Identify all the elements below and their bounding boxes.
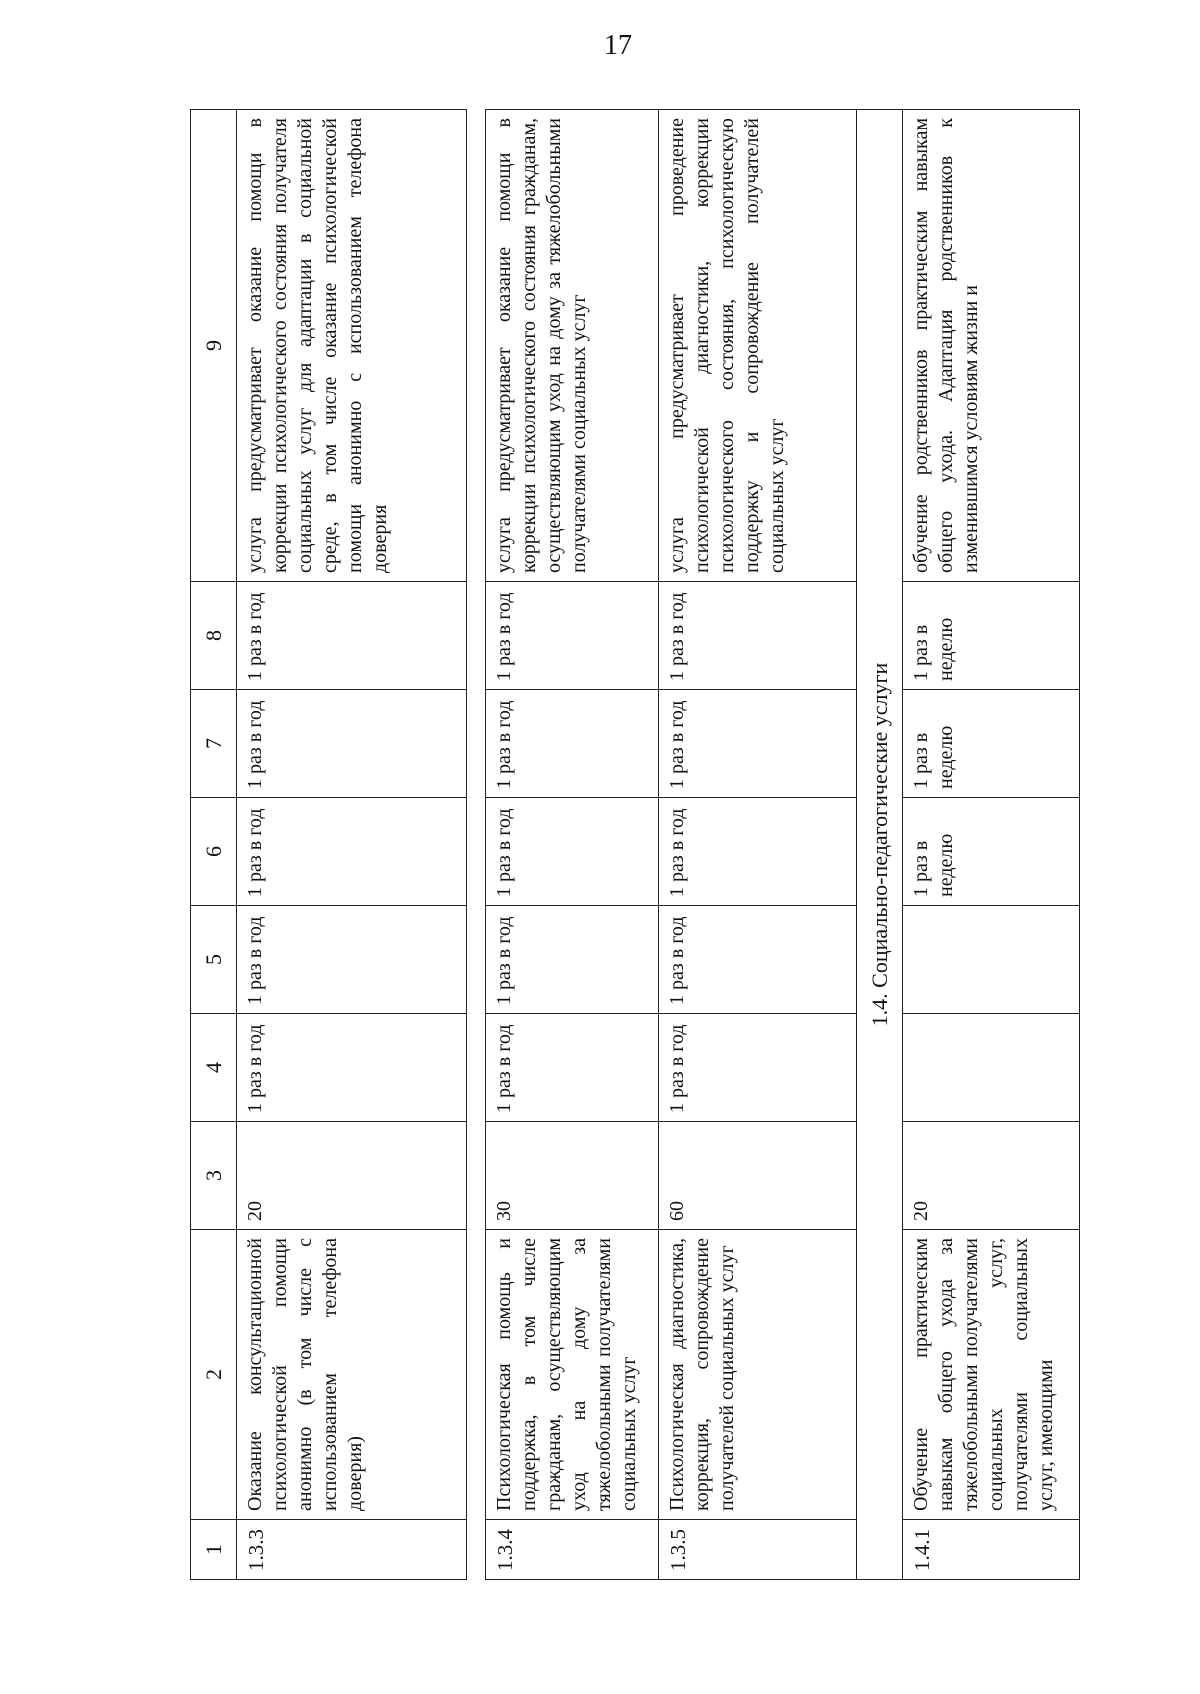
cell-col-8: 1 раз в год [485,582,658,690]
header-col-1: 1 [191,1520,237,1580]
cell-col-8: 1 раз в неделю [903,582,1080,690]
table-row [659,110,857,1580]
cell-col-5 [903,906,1080,1014]
cell-col-4 [903,1014,1080,1122]
service-description: услуга предусматривает проведение психологической диагностики, коррекции психологического состояния, психологическую поддержку и сопровождение получателей социальных услуг [659,110,857,582]
cell-col-8: 1 раз в год [659,582,857,690]
cell-col-4: 1 раз в год [485,1014,658,1122]
service-name: Психологическая помощь и поддержка, в том числе гражданам, осуществляющим уход на дому за тяжелобольными получателями социальных услуг [485,1230,658,1520]
service-description: обучение родственников практическим навыкам общего ухода. Адаптация родственников к изменившимся условиям жизни и [903,110,1080,582]
header-col-3: 3 [191,1122,237,1230]
table-row [237,110,467,1580]
row-separator [466,110,485,1580]
cell-col-5: 1 раз в год [659,906,857,1014]
service-name: Оказание консультационной психологической помощи анонимно (в том числе с использованием телефона доверия) [237,1230,467,1520]
header-col-8: 8 [191,582,237,690]
cell-col-5: 1 раз в год [485,906,658,1014]
header-col-6: 6 [191,798,237,906]
row-separator-cell [466,110,485,1580]
section-title: 1.4. Социально-педагогические услуги [856,110,903,1580]
cell-col-3: 20 [903,1122,1080,1230]
cell-col-6: 1 раз в год [485,798,658,906]
services-table [190,109,1080,1580]
services-table-rotated [190,110,1080,1580]
service-name: Обучение практическим навыкам общего ухода за тяжелобольными получателями социальных услуг, получателями социальных услуг, имеющими [903,1230,1080,1520]
cell-col-5: 1 раз в год [237,906,467,1014]
row-number: 1.3.3 [237,1520,467,1580]
header-col-2: 2 [191,1230,237,1520]
cell-col-3: 30 [485,1122,658,1230]
header-col-4: 4 [191,1014,237,1122]
cell-col-7: 1 раз в неделю [903,690,1080,798]
header-col-5: 5 [191,906,237,1014]
header-row [191,110,237,1580]
header-col-7: 7 [191,690,237,798]
cell-col-6: 1 раз в год [659,798,857,906]
cell-col-6: 1 раз в год [237,798,467,906]
cell-col-7: 1 раз в год [659,690,857,798]
row-number: 1.3.4 [485,1520,658,1580]
cell-col-6: 1 раз в неделю [903,798,1080,906]
cell-col-3: 20 [237,1122,467,1230]
service-description: услуга предусматривает оказание помощи в коррекции психологического состояния гражданам, осуществляющим уход на дому за тяжелобольными получателями социальных услуг [485,110,658,582]
cell-col-3: 60 [659,1122,857,1230]
service-description: услуга предусматривает оказание помощи в коррекции психологического состояния получателя социальных услуг для адаптации в социальной среде, в том числе оказание психологической помощи анонимно с использованием телефона доверия [237,110,467,582]
table-row [485,110,658,1580]
service-name: Психологическая диагностика, коррекция, сопровождение получателей социальных услуг [659,1230,857,1520]
cell-col-4: 1 раз в год [237,1014,467,1122]
cell-col-7: 1 раз в год [485,690,658,798]
cell-col-4: 1 раз в год [659,1014,857,1122]
page-number: 17 [604,30,632,61]
row-number: 1.4.1 [903,1520,1080,1580]
cell-col-8: 1 раз в год [237,582,467,690]
section-row [856,110,903,1580]
row-number: 1.3.5 [659,1520,857,1580]
cell-col-7: 1 раз в год [237,690,467,798]
header-col-9: 9 [191,110,237,582]
table-row [903,110,1080,1580]
